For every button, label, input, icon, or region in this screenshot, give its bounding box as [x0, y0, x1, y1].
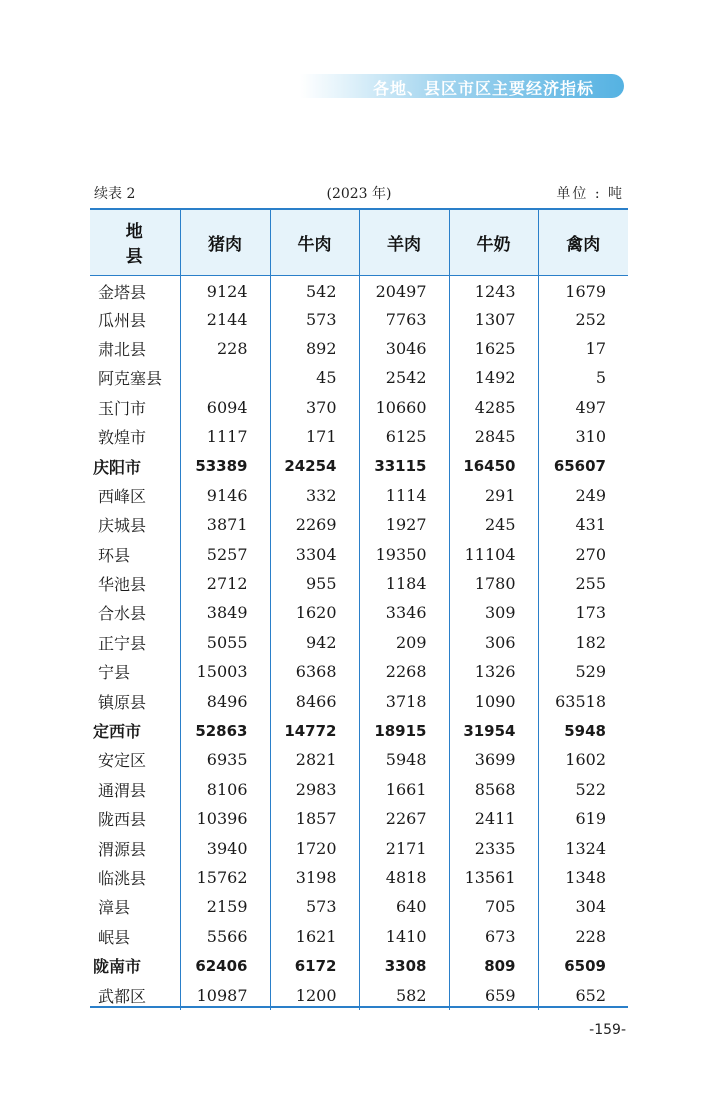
region-name-cell: 瓜州县	[98, 310, 147, 330]
poultry-cell: 1324	[538, 833, 628, 862]
region-name-cell: 敦煌市	[98, 428, 147, 448]
data-table-container	[90, 208, 628, 1010]
mutton-cell: 5948	[359, 745, 449, 774]
column-header-milk: 牛奶	[449, 209, 538, 275]
page-number: -159-	[589, 1022, 626, 1038]
region-name-cell: 金塔县	[98, 283, 147, 303]
poultry-cell: 431	[538, 510, 628, 539]
mutton-cell: 3346	[359, 598, 449, 627]
region-name-cell: 环县	[98, 545, 131, 565]
pork-cell: 2712	[180, 569, 270, 598]
table-row	[90, 804, 628, 833]
pork-cell: 228	[180, 334, 270, 363]
table-row	[90, 363, 628, 392]
pork-cell: 3940	[180, 833, 270, 862]
mutton-cell: 2171	[359, 833, 449, 862]
pork-cell: 3849	[180, 598, 270, 627]
milk-cell: 1780	[449, 569, 538, 598]
mutton-cell: 18915	[359, 716, 449, 745]
pork-cell: 2144	[180, 304, 270, 333]
beef-cell: 24254	[270, 451, 359, 480]
poultry-cell: 17	[538, 334, 628, 363]
mutton-cell: 1661	[359, 775, 449, 804]
table-row	[90, 833, 628, 862]
table-row	[90, 863, 628, 892]
poultry-cell: 5	[538, 363, 628, 392]
poultry-cell: 310	[538, 422, 628, 451]
region-name-cell: 镇原县	[98, 692, 147, 712]
chapter-banner	[300, 74, 624, 98]
pork-cell	[180, 363, 270, 392]
beef-cell: 542	[270, 275, 359, 304]
region-name-cell: 定西市	[93, 722, 142, 742]
table-row	[90, 334, 628, 363]
pork-cell: 52863	[180, 716, 270, 745]
beef-cell: 1200	[270, 980, 359, 1009]
pork-cell: 9124	[180, 275, 270, 304]
beef-cell: 892	[270, 334, 359, 363]
mutton-cell: 1410	[359, 922, 449, 951]
mutton-cell: 582	[359, 980, 449, 1009]
region-name-cell: 安定区	[98, 751, 147, 771]
milk-cell: 1625	[449, 334, 538, 363]
mutton-cell: 2267	[359, 804, 449, 833]
mutton-cell: 4818	[359, 863, 449, 892]
region-name-cell: 通渭县	[98, 780, 147, 800]
banner-title: 各地、县区市区主要经济指标	[372, 79, 594, 98]
column-header-pork: 猪肉	[180, 209, 270, 275]
beef-cell: 955	[270, 569, 359, 598]
mutton-cell: 1114	[359, 481, 449, 510]
beef-cell: 1720	[270, 833, 359, 862]
table-row	[90, 304, 628, 333]
table-row	[90, 275, 628, 304]
milk-cell: 673	[449, 922, 538, 951]
milk-cell: 659	[449, 980, 538, 1009]
milk-cell: 309	[449, 598, 538, 627]
pork-cell: 15003	[180, 657, 270, 686]
beef-cell: 6172	[270, 951, 359, 980]
beef-cell: 573	[270, 892, 359, 921]
poultry-cell: 522	[538, 775, 628, 804]
mutton-cell: 1927	[359, 510, 449, 539]
mutton-cell: 2542	[359, 363, 449, 392]
milk-cell: 16450	[449, 451, 538, 480]
pork-cell: 5257	[180, 540, 270, 569]
poultry-cell: 5948	[538, 716, 628, 745]
beef-cell: 8466	[270, 686, 359, 715]
poultry-cell: 63518	[538, 686, 628, 715]
poultry-cell: 65607	[538, 451, 628, 480]
table-row	[90, 569, 628, 598]
region-name-cell: 华池县	[98, 575, 147, 595]
poultry-cell: 255	[538, 569, 628, 598]
region-name-cell: 宁县	[98, 663, 131, 683]
column-header-region: 地 县	[90, 209, 180, 275]
milk-cell: 1492	[449, 363, 538, 392]
beef-cell: 332	[270, 481, 359, 510]
pork-cell: 10987	[180, 980, 270, 1009]
mutton-cell: 33115	[359, 451, 449, 480]
poultry-cell: 619	[538, 804, 628, 833]
milk-cell: 2845	[449, 422, 538, 451]
city-total-row	[90, 451, 628, 480]
poultry-cell: 173	[538, 598, 628, 627]
column-header-poultry: 禽肉	[538, 209, 628, 275]
table-row	[90, 540, 628, 569]
pork-cell: 6094	[180, 393, 270, 422]
poultry-cell: 1602	[538, 745, 628, 774]
milk-cell: 1326	[449, 657, 538, 686]
milk-cell: 306	[449, 628, 538, 657]
beef-cell: 2983	[270, 775, 359, 804]
table-row	[90, 481, 628, 510]
region-name-cell: 陇西县	[98, 810, 147, 830]
milk-cell: 291	[449, 481, 538, 510]
table-row	[90, 510, 628, 539]
beef-cell: 942	[270, 628, 359, 657]
meat-milk-output-table	[90, 208, 628, 1010]
region-name-cell: 阿克塞县	[98, 369, 163, 389]
pork-cell: 5566	[180, 922, 270, 951]
beef-cell: 3304	[270, 540, 359, 569]
mutton-cell: 1184	[359, 569, 449, 598]
pork-cell: 8496	[180, 686, 270, 715]
region-name-cell: 岷县	[98, 927, 131, 947]
table-body	[90, 275, 628, 1010]
region-name-cell: 肃北县	[98, 339, 147, 359]
table-row	[90, 598, 628, 627]
region-name-cell: 漳县	[98, 898, 131, 918]
region-name-cell: 西峰区	[98, 486, 147, 506]
milk-cell: 2411	[449, 804, 538, 833]
table-year: (2023 年)	[326, 186, 392, 202]
mutton-cell: 3046	[359, 334, 449, 363]
milk-cell: 8568	[449, 775, 538, 804]
milk-cell: 2335	[449, 833, 538, 862]
pork-cell: 3871	[180, 510, 270, 539]
poultry-cell: 529	[538, 657, 628, 686]
pork-cell: 1117	[180, 422, 270, 451]
poultry-cell: 652	[538, 980, 628, 1009]
city-total-row	[90, 716, 628, 745]
region-name-cell: 渭源县	[98, 839, 147, 859]
poultry-cell: 304	[538, 892, 628, 921]
beef-cell: 1857	[270, 804, 359, 833]
table-unit: 单位 : 吨	[556, 186, 624, 202]
table-row	[90, 775, 628, 804]
beef-cell: 1620	[270, 598, 359, 627]
region-name-cell: 庆城县	[98, 516, 147, 536]
pork-cell: 62406	[180, 951, 270, 980]
table-bottom-rule	[90, 1006, 628, 1008]
beef-cell: 1621	[270, 922, 359, 951]
table-continuation-label: 续表 2	[94, 186, 136, 202]
milk-cell: 13561	[449, 863, 538, 892]
poultry-cell: 1679	[538, 275, 628, 304]
pork-cell: 2159	[180, 892, 270, 921]
table-row	[90, 422, 628, 451]
region-name-cell: 临洮县	[98, 869, 147, 888]
mutton-cell: 3718	[359, 686, 449, 715]
mutton-cell: 19350	[359, 540, 449, 569]
milk-cell: 3699	[449, 745, 538, 774]
beef-cell: 573	[270, 304, 359, 333]
beef-cell: 171	[270, 422, 359, 451]
table-meta-row	[94, 183, 624, 203]
table-row	[90, 657, 628, 686]
beef-cell: 45	[270, 363, 359, 392]
milk-cell: 11104	[449, 540, 538, 569]
beef-cell: 3198	[270, 863, 359, 892]
pork-cell: 53389	[180, 451, 270, 480]
poultry-cell: 270	[538, 540, 628, 569]
column-header-beef: 牛肉	[270, 209, 359, 275]
mutton-cell: 20497	[359, 275, 449, 304]
milk-cell: 1243	[449, 275, 538, 304]
pork-cell: 8106	[180, 775, 270, 804]
mutton-cell: 2268	[359, 657, 449, 686]
milk-cell: 245	[449, 510, 538, 539]
column-header-mutton: 羊肉	[359, 209, 449, 275]
mutton-cell: 3308	[359, 951, 449, 980]
beef-cell: 6368	[270, 657, 359, 686]
region-name-cell: 合水县	[98, 604, 147, 624]
poultry-cell: 249	[538, 481, 628, 510]
table-row	[90, 745, 628, 774]
poultry-cell: 252	[538, 304, 628, 333]
poultry-cell: 497	[538, 393, 628, 422]
milk-cell: 31954	[449, 716, 538, 745]
poultry-cell: 228	[538, 922, 628, 951]
milk-cell: 1090	[449, 686, 538, 715]
table-header-row	[90, 209, 628, 275]
poultry-cell: 182	[538, 628, 628, 657]
region-name-cell: 正宁县	[98, 633, 147, 653]
poultry-cell: 1348	[538, 863, 628, 892]
region-name-cell: 庆阳市	[93, 457, 142, 477]
table-row	[90, 892, 628, 921]
mutton-cell: 640	[359, 892, 449, 921]
table-row	[90, 922, 628, 951]
mutton-cell: 7763	[359, 304, 449, 333]
beef-cell: 2269	[270, 510, 359, 539]
beef-cell: 14772	[270, 716, 359, 745]
table-row	[90, 686, 628, 715]
mutton-cell: 6125	[359, 422, 449, 451]
poultry-cell: 6509	[538, 951, 628, 980]
pork-cell: 15762	[180, 863, 270, 892]
city-total-row	[90, 951, 628, 980]
milk-cell: 4285	[449, 393, 538, 422]
table-row	[90, 628, 628, 657]
mutton-cell: 10660	[359, 393, 449, 422]
pork-cell: 6935	[180, 745, 270, 774]
milk-cell: 809	[449, 951, 538, 980]
region-name-cell: 玉门市	[98, 398, 147, 418]
pork-cell: 5055	[180, 628, 270, 657]
milk-cell: 1307	[449, 304, 538, 333]
pork-cell: 9146	[180, 481, 270, 510]
region-name-cell: 武都区	[98, 986, 147, 1006]
region-name-cell: 陇南市	[93, 957, 142, 977]
table-row	[90, 393, 628, 422]
mutton-cell: 209	[359, 628, 449, 657]
pork-cell: 10396	[180, 804, 270, 833]
beef-cell: 370	[270, 393, 359, 422]
milk-cell: 705	[449, 892, 538, 921]
beef-cell: 2821	[270, 745, 359, 774]
